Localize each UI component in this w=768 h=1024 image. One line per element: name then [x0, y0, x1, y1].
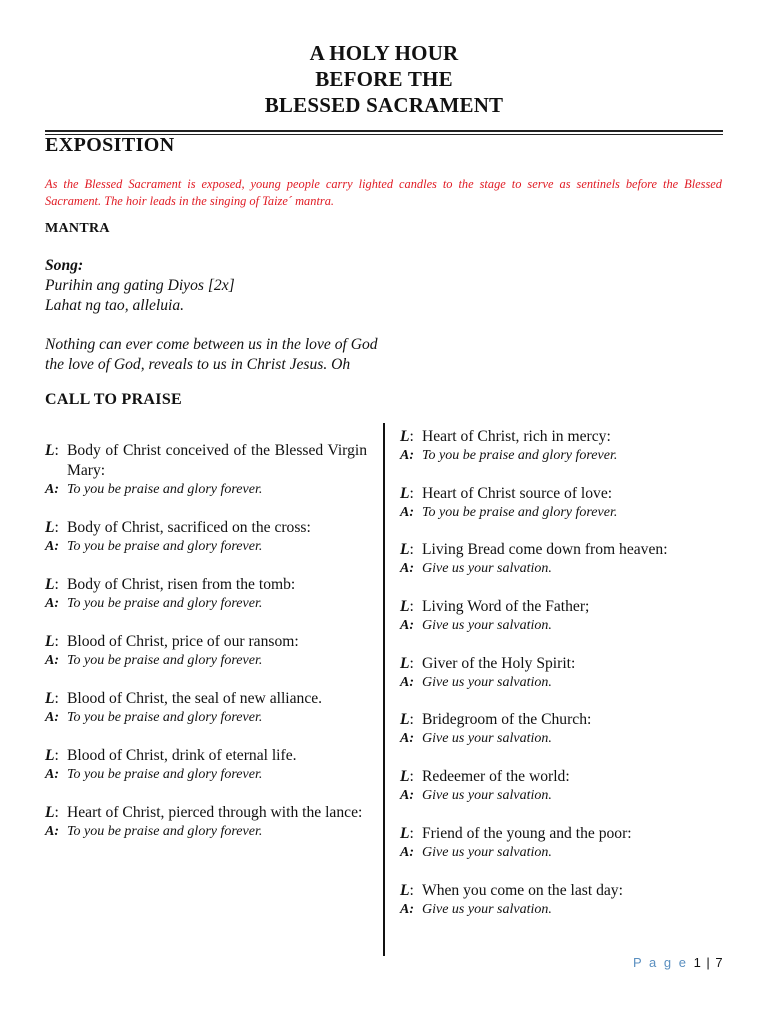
leader-mark-colon: :: [54, 690, 59, 707]
litany-pair: [45, 518, 367, 556]
all-response-line: [45, 595, 367, 613]
all-mark: A:: [400, 674, 414, 690]
leader-mark-colon: :: [409, 881, 414, 899]
leader-text: Body of Christ conceived of the Blessed Virgin Mary:: [67, 442, 367, 479]
leader-text: Living Word of the Father;: [422, 598, 590, 616]
leader-mark-letter: L: [400, 428, 410, 445]
all-response-line: [400, 730, 722, 748]
leader-mark-colon: :: [409, 768, 414, 786]
all-response-line: [45, 709, 367, 727]
litany-pair: [45, 632, 367, 670]
leader-line: [400, 484, 722, 504]
leader-mark: [400, 540, 422, 560]
response-text: To you be praise and glory forever.: [67, 710, 263, 725]
leader-mark: [45, 441, 67, 481]
page-number: 1 | 7: [693, 955, 724, 970]
leader-line: [45, 746, 367, 766]
all-response-line: [45, 823, 367, 841]
leader-mark: [45, 746, 67, 766]
litany-pair: [400, 654, 722, 692]
litany-pair: [400, 484, 722, 522]
all-mark: A:: [45, 653, 59, 668]
response-text: To you be praise and glory forever.: [67, 539, 263, 554]
call-to-praise-heading: CALL TO PRAISE: [45, 391, 182, 408]
all-response-line: [400, 560, 722, 578]
litany-pair: [400, 540, 722, 578]
leader-mark-colon: :: [409, 541, 414, 559]
leader-mark-colon: :: [54, 519, 59, 536]
leader-mark-letter: L: [45, 576, 55, 593]
leader-mark: [45, 518, 67, 538]
section-heading-exposition: EXPOSITION: [45, 134, 175, 156]
rubric-instruction: As the Blessed Sacrament is exposed, young people carry lighted candles to the stage to serve as sentinels before the Blessed Sacrament. The hoir leads in the singing of Taize´ mantra.: [45, 177, 722, 208]
leader-mark: [400, 710, 422, 730]
all-mark: A:: [400, 448, 414, 463]
leader-mark: [45, 803, 67, 823]
leader-line: [400, 710, 722, 730]
leader-mark-letter: L: [400, 881, 410, 899]
leader-mark-colon: :: [54, 576, 59, 593]
all-mark: A:: [400, 731, 414, 747]
all-mark: A:: [400, 901, 414, 917]
leader-mark-colon: :: [409, 484, 414, 502]
leader-line: [45, 689, 367, 709]
leader-line: [45, 803, 367, 823]
left-litany-column: [45, 441, 367, 860]
leader-text: Giver of the Holy Spirit:: [422, 654, 576, 672]
all-response-line: [45, 766, 367, 784]
leader-line: [400, 654, 722, 674]
litany-pair: [400, 767, 722, 805]
all-mark: A:: [45, 824, 59, 839]
all-mark: A:: [45, 710, 59, 725]
litany-pair: [400, 881, 722, 919]
leader-text: Heart of Christ, pierced through with the lance:: [67, 804, 363, 821]
leader-mark: [45, 689, 67, 709]
leader-mark-letter: L: [400, 824, 410, 842]
response-text: Give us your salvation.: [422, 731, 552, 747]
leader-mark: [400, 654, 422, 674]
litany-pair: [45, 746, 367, 784]
response-text: To you be praise and glory forever.: [67, 824, 263, 839]
all-mark: A:: [400, 844, 414, 860]
litany-pair: [45, 441, 367, 499]
leader-mark: [400, 881, 422, 901]
all-response-line: [45, 481, 367, 499]
response-text: Give us your salvation.: [422, 901, 552, 917]
response-text: To you be praise and glory forever.: [67, 767, 263, 782]
leader-line: [400, 767, 722, 787]
response-text: Give us your salvation.: [422, 788, 552, 804]
all-response-line: [400, 617, 722, 635]
song-block-english: [45, 335, 378, 375]
response-text: Give us your salvation.: [422, 561, 552, 577]
leader-mark-colon: :: [409, 598, 414, 616]
all-response-line: [400, 504, 722, 522]
mantra-heading: MANTRA: [45, 221, 110, 236]
response-text: To you be praise and glory forever.: [422, 504, 618, 520]
litany-pair: [400, 427, 722, 465]
leader-text: Living Bread come down from heaven:: [422, 541, 668, 559]
song-line-3: Nothing can ever come between us in the love of God: [45, 336, 378, 353]
litany-pair: [45, 803, 367, 841]
leader-line: [400, 597, 722, 617]
leader-mark-colon: :: [409, 711, 414, 729]
leader-line: [45, 441, 367, 481]
all-mark: A:: [400, 788, 414, 804]
title-line-3: BLESSED SACRAMENT: [264, 93, 504, 117]
leader-mark-colon: :: [54, 633, 59, 650]
leader-line: [400, 427, 722, 447]
song-line-1: Purihin ang gating Diyos [2x]: [45, 277, 235, 294]
all-response-line: [400, 674, 722, 692]
litany-pair: [400, 597, 722, 635]
response-text: To you be praise and glory forever.: [67, 596, 263, 611]
leader-mark-colon: :: [54, 442, 59, 459]
leader-line: [400, 540, 722, 560]
response-text: To you be praise and glory forever.: [67, 653, 263, 668]
all-mark: A:: [400, 561, 414, 577]
response-text: To you be praise and glory forever.: [422, 448, 618, 463]
title-line-2: BEFORE THE: [315, 67, 453, 91]
column-divider: [383, 423, 385, 956]
leader-mark-colon: :: [54, 804, 59, 821]
all-mark: A:: [400, 618, 414, 634]
response-text: Give us your salvation.: [422, 844, 552, 860]
leader-text: Blood of Christ, price of our ransom:: [67, 633, 299, 650]
litany-pair: [400, 824, 722, 862]
leader-mark: [45, 632, 67, 652]
leader-text: Blood of Christ, the seal of new alliance.: [67, 690, 323, 707]
leader-mark-letter: L: [45, 633, 55, 650]
leader-mark: [400, 767, 422, 787]
leader-mark-letter: L: [45, 442, 55, 459]
leader-mark-colon: :: [409, 654, 414, 672]
leader-line: [400, 824, 722, 844]
all-response-line: [45, 538, 367, 556]
leader-line: [45, 575, 367, 595]
litany-pair: [45, 575, 367, 613]
leader-mark-letter: L: [400, 654, 410, 672]
response-text: To you be praise and glory forever.: [67, 482, 263, 497]
all-mark: A:: [45, 539, 59, 554]
leader-line: [45, 518, 367, 538]
all-mark: A:: [45, 482, 59, 497]
leader-mark: [45, 575, 67, 595]
response-text: Give us your salvation.: [422, 674, 552, 690]
leader-mark-letter: L: [45, 747, 55, 764]
song-label: Song:: [45, 257, 84, 274]
leader-text: Bridegroom of the Church:: [422, 711, 592, 729]
song-block: [45, 256, 235, 316]
song-line-4: the love of God, reveals to us in Christ Jesus. Oh: [45, 356, 351, 373]
all-response-line: [400, 787, 722, 805]
leader-mark-letter: L: [45, 804, 55, 821]
all-response-line: [400, 844, 722, 862]
all-response-line: [45, 652, 367, 670]
leader-mark-letter: L: [400, 711, 410, 729]
all-mark: A:: [400, 504, 414, 520]
all-response-line: [400, 901, 722, 919]
leader-text: Body of Christ, sacrificed on the cross:: [67, 519, 311, 536]
leader-mark-letter: L: [400, 768, 410, 786]
leader-text: Body of Christ, risen from the tomb:: [67, 576, 296, 593]
all-response-line: [400, 447, 722, 465]
leader-line: [45, 632, 367, 652]
song-line-2: Lahat ng tao, alleluia.: [45, 297, 185, 314]
leader-line: [400, 881, 722, 901]
leader-mark-letter: L: [400, 484, 410, 502]
heading-rule-thick: [45, 130, 723, 132]
leader-text: Redeemer of the world:: [422, 768, 570, 786]
litany-pair: [400, 710, 722, 748]
title-line-1: A HOLY HOUR: [309, 41, 459, 65]
leader-mark-letter: L: [400, 598, 410, 616]
leader-mark-colon: :: [409, 824, 414, 842]
litany-pair: [45, 689, 367, 727]
all-mark: A:: [45, 767, 59, 782]
leader-mark-colon: :: [409, 428, 414, 445]
leader-mark-letter: L: [45, 519, 55, 536]
leader-mark-colon: :: [54, 747, 59, 764]
leader-mark: [400, 484, 422, 504]
leader-mark: [400, 597, 422, 617]
leader-text: Blood of Christ, drink of eternal life.: [67, 747, 297, 764]
all-mark: A:: [45, 596, 59, 611]
leader-mark-letter: L: [45, 690, 55, 707]
page-footer: [633, 955, 724, 970]
document-title: [0, 40, 768, 118]
page-label: P a g e: [633, 955, 688, 970]
leader-mark-letter: L: [400, 541, 410, 559]
leader-text: Heart of Christ source of love:: [422, 484, 613, 502]
response-text: Give us your salvation.: [422, 618, 552, 634]
leader-text: Heart of Christ, rich in mercy:: [422, 428, 611, 445]
leader-mark: [400, 824, 422, 844]
leader-mark: [400, 427, 422, 447]
leader-text: Friend of the young and the poor:: [422, 824, 632, 842]
leader-text: When you come on the last day:: [422, 881, 623, 899]
right-litany-column: [400, 427, 722, 937]
